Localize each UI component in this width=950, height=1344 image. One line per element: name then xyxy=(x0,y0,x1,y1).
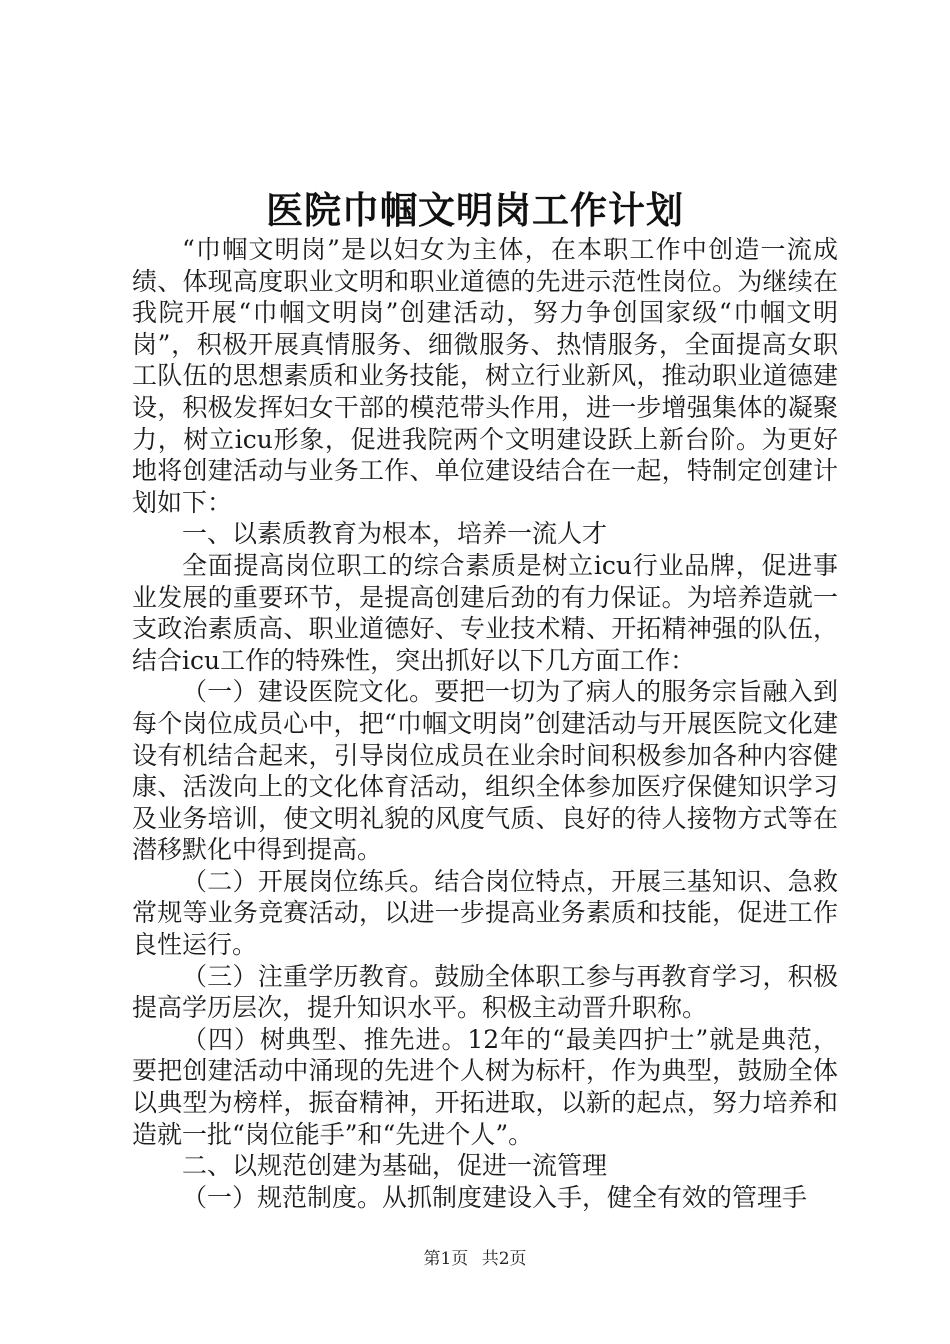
paragraph-section-2-item-1: （一）规范制度。从抓制度建设入手，健全有效的管理手 xyxy=(182,1182,808,1212)
section-heading-2: 二、以规范创建为基础，促进一流管理 xyxy=(182,1151,608,1181)
paragraph-item-2: （二）开展岗位练兵。结合岗位特点，开展三基知识、急救常规等业务竞赛活动，以进一步提高业务素质和技能，促进工作良性运行。 xyxy=(132,866,838,960)
paragraph-item-4: （四）树典型、推先进。12年的“最美四护士”就是典范，要把创建活动中涌现的先进个人树为标杆，作为典型，鼓励全体以典型为榜样，振奋精神，开拓进取，以新的起点，努力培养和造就一批“岗位能手”和“先进个人”。 xyxy=(132,1024,838,1149)
paragraph-section-1-intro: 全面提高岗位职工的综合素质是树立icu行业品牌，促进事业发展的重要环节，是提高创建后劲的有力保证。为培养造就一支政治素质高、职业道德好、专业技术精、开拓精神强的队伍，结合icu工作的特殊性，突出抓好以下几方面工作： xyxy=(132,550,838,675)
page-footer xyxy=(0,1244,950,1269)
page-number: 第1页 xyxy=(423,1249,469,1269)
section-heading-1: 一、以素质教育为根本，培养一流人才 xyxy=(182,519,608,549)
paragraph-item-1: （一）建设医院文化。要把一切为了病人的服务宗旨融入到每个岗位成员心中，把“巾帼文明岗”创建活动与开展医院文化建设有机结合起来，引导岗位成员在业余时间积极参加各种内容健康、活泼向上的文化体育活动，组织全体参加医疗保健知识学习及业务培训，使文明礼貌的风度气质、良好的待人接物方式等在潜移默化中得到提高。 xyxy=(132,677,838,865)
document-title: 医院巾帼文明岗工作计划 xyxy=(266,188,684,232)
paragraph-item-3: （三）注重学历教育。鼓励全体职工参与再教育学习，积极提高学历层次，提升知识水平。积极主动晋升职称。 xyxy=(132,961,838,1023)
page-total: 共2页 xyxy=(481,1249,527,1269)
paragraph-intro: “巾帼文明岗”是以妇女为主体，在本职工作中创造一流成绩、体现高度职业文明和职业道德的先进示范性岗位。为继续在我院开展“巾帼文明岗”创建活动，努力争创国家级“巾帼文明岗”，积极开展真情服务、细微服务、热情服务，全面提高女职工队伍的思想素质和业务技能，树立行业新风，推动职业道德建设，积极发挥妇女干部的模范带头作用，进一步增强集体的凝聚力，树立icu形象，促进我院两个文明建设跃上新台阶。为更好地将创建活动与业务工作、单位建设结合在一起，特制定创建计划如下： xyxy=(132,235,838,517)
document-body xyxy=(132,234,838,1213)
